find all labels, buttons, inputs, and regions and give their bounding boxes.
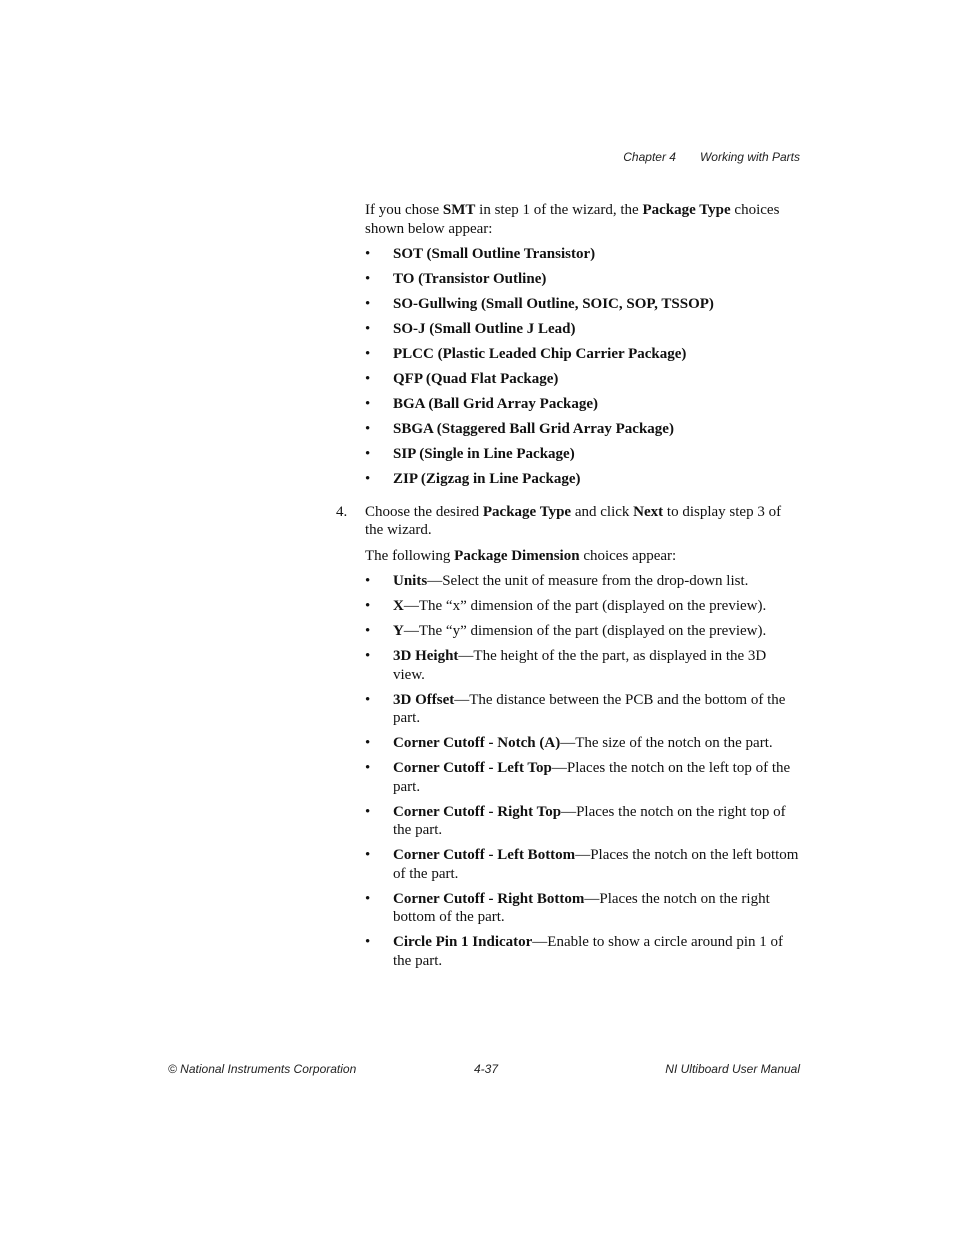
bullet-icon: •: [365, 691, 371, 708]
list-item: • ZIP (Zigzag in Line Package): [365, 471, 581, 487]
bullet-icon: •: [365, 296, 371, 312]
list-item: • Corner Cutoff - Right Bottom—Places the notch on the right bottom of the part.: [365, 890, 770, 925]
bullet-icon: •: [365, 446, 371, 462]
list-item: • 3D Offset—The distance between the PCB and the bottom of the part.: [365, 691, 786, 726]
running-header: [623, 150, 800, 164]
bullet-icon: •: [365, 648, 371, 664]
list-item: • SBGA (Staggered Ball Grid Array Package): [365, 421, 674, 437]
bullet-icon: •: [365, 573, 371, 589]
step-4: [336, 503, 799, 971]
list-item: • BGA (Ball Grid Array Package): [365, 396, 598, 412]
bullet-icon: •: [365, 623, 371, 639]
bullet-icon: •: [365, 246, 371, 262]
step-bold-package-type: Package Type: [482, 503, 572, 520]
bullet-icon: •: [365, 847, 371, 863]
bullet-icon: •: [365, 890, 371, 907]
list-item: • Corner Cutoff - Left Top—Places the notch on the left top of the part.: [365, 760, 791, 795]
intro-text-3: choices shown below appear:: [365, 202, 780, 237]
intro-text-2: in step 1 of the wizard, the: [475, 202, 643, 218]
list-item: • SIP (Single in Line Package): [365, 446, 575, 462]
step-bold-next: Next: [633, 503, 664, 520]
step-4-text: Choose the desired Package Type and click Next to display step 3 of the wizard.: [365, 503, 782, 538]
bullet-icon: •: [365, 271, 371, 287]
bullet-icon: •: [365, 371, 371, 387]
list-item: • QFP (Quad Flat Package): [365, 371, 559, 387]
header-chapter: Chapter 4: [623, 150, 676, 164]
list-item: • Circle Pin 1 Indicator—Enable to show a circle around pin 1 of the part.: [365, 934, 784, 969]
list-item: • PLCC (Plastic Leaded Chip Carrier Package): [365, 346, 687, 362]
bullet-icon: •: [365, 346, 371, 362]
bullet-icon: •: [365, 735, 371, 751]
package-type-list: [365, 245, 799, 489]
list-item: • SO-Gullwing (Small Outline, SOIC, SOP, TSSOP): [365, 296, 714, 312]
bullet-icon: •: [365, 934, 371, 950]
footer-copyright: © National Instruments Corporation: [168, 1062, 357, 1076]
list-item: • 3D Height—The height of the the part, as displayed in the 3D view.: [365, 648, 767, 683]
footer-page-number: 4-37: [474, 1062, 499, 1076]
list-item: • SO-J (Small Outline J Lead): [365, 321, 576, 337]
bullet-icon: •: [365, 421, 371, 437]
header-title: Working with Parts: [699, 150, 800, 164]
bullet-icon: •: [365, 321, 371, 337]
footer-manual-title: NI Ultiboard User Manual: [665, 1062, 800, 1076]
page-content: [336, 201, 799, 977]
intro-paragraph: [365, 201, 799, 238]
list-item: • SOT (Small Outline Transistor): [365, 246, 596, 262]
list-item: • Corner Cutoff - Right Top—Places the notch on the right top of the part.: [365, 803, 786, 838]
list-item: • X—The “x” dimension of the part (displayed on the preview).: [365, 598, 767, 614]
list-item: • Corner Cutoff - Notch (A)—The size of the notch on the part.: [365, 735, 773, 751]
intro-text-1: If you chose: [365, 202, 443, 218]
list-item: • Corner Cutoff - Left Bottom—Places the notch on the left bottom of the part.: [365, 847, 799, 882]
dimension-intro: The following Package Dimension choices appear:: [365, 547, 677, 564]
intro-bold-smt: SMT: [442, 202, 476, 218]
list-item: • TO (Transistor Outline): [365, 271, 547, 287]
bold-package-dimension: Package Dimension: [454, 547, 580, 564]
bullet-icon: •: [365, 471, 371, 487]
list-item: • Units—Select the unit of measure from the drop-down list.: [365, 573, 749, 589]
dimension-list: [365, 572, 799, 970]
step-number: 4.: [336, 503, 348, 520]
list-item: • Y—The “y” dimension of the part (displayed on the preview).: [365, 623, 767, 639]
step-list: [336, 503, 799, 971]
intro-bold-package-type: Package Type: [642, 202, 731, 218]
bullet-icon: •: [365, 396, 371, 412]
bullet-icon: •: [365, 760, 371, 776]
bullet-icon: •: [365, 598, 371, 614]
bullet-icon: •: [365, 803, 371, 820]
